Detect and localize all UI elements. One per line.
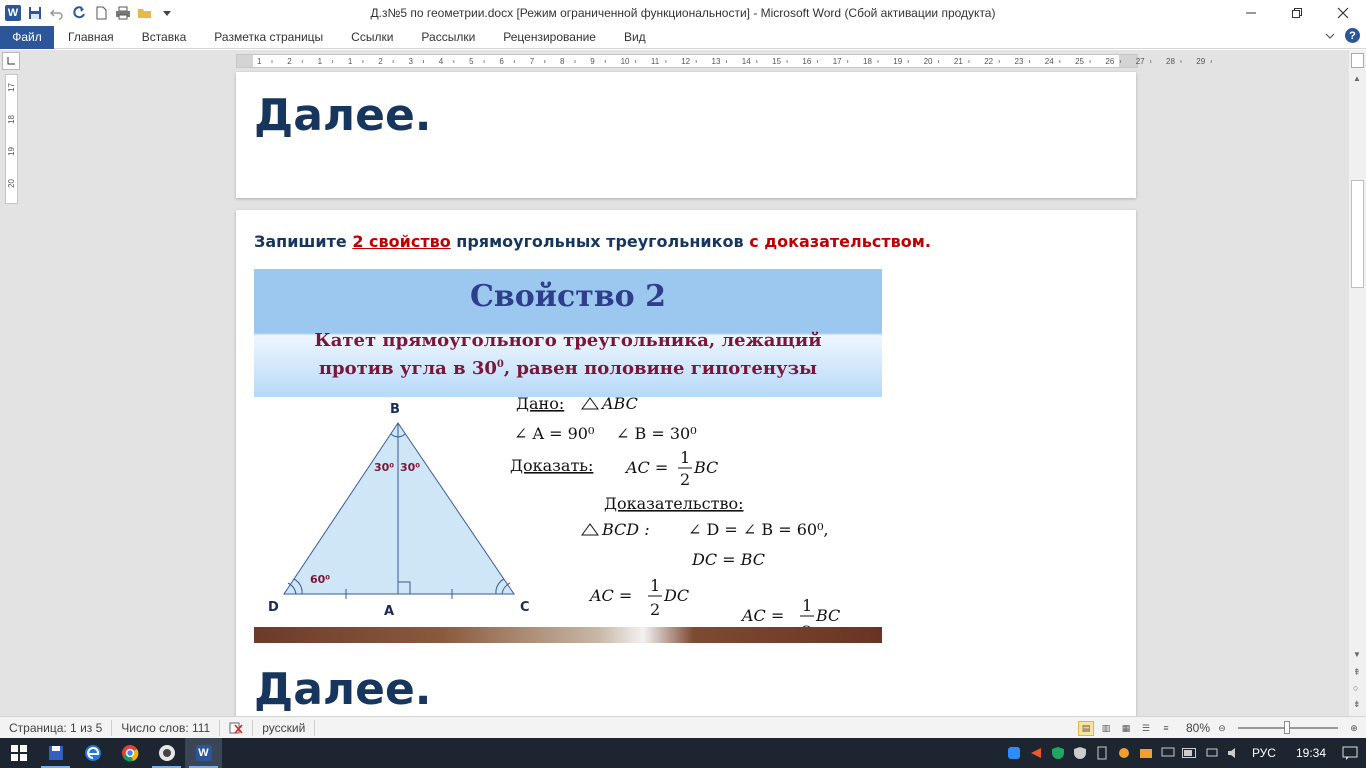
print-layout-icon[interactable]: ▤ (1078, 721, 1094, 736)
ruler-number: 8 (560, 57, 565, 66)
expand-ribbon-icon[interactable] (1325, 29, 1335, 43)
proof-angles: ∠ D = ∠ B = 60⁰, (688, 520, 829, 539)
slide-subtitle: Катет прямоугольного треугольника, лежащий против угла в $30^0$, равен половине гипотенузы (314, 330, 822, 379)
slide-footer-band (254, 627, 882, 643)
previous-page-icon[interactable]: ⇞ (1353, 667, 1361, 677)
prove-rhs: BC (694, 458, 719, 477)
scroll-thumb[interactable] (1351, 180, 1364, 288)
folder-icon[interactable] (1138, 745, 1154, 761)
ruler-number: 9 (590, 57, 595, 66)
heading-dalee: Далее. (254, 90, 432, 141)
tab-insert[interactable]: Вставка (141, 30, 187, 44)
ruler-number: 14 (741, 57, 751, 66)
page[interactable] (236, 72, 1136, 198)
help-icon[interactable]: ? (1345, 28, 1360, 43)
proof-line4-lhs: AC = (742, 606, 785, 625)
zoom-out-icon[interactable]: ⊖ (1218, 722, 1226, 733)
open-folder-icon[interactable] (134, 2, 156, 24)
ruler-number: 6 (499, 57, 504, 66)
proof-line4-rhs: BC (816, 606, 841, 625)
ruler-ticks (257, 55, 1206, 67)
angle-label: 30⁰ (400, 461, 421, 474)
heading-dalee: Далее. (254, 664, 432, 715)
network-drive-icon[interactable] (1094, 745, 1110, 761)
ribbon-tabs (0, 26, 1366, 49)
scroll-down-icon[interactable]: ▼ (1353, 650, 1361, 659)
window-title: Д.з№5 по геометрии.docx [Режим ограниченной функциональности] - Microsoft Word (Сбой активации продукта) (370, 6, 996, 20)
edge-icon[interactable] (74, 738, 111, 768)
ruler-number: 10 (620, 57, 630, 66)
close-button[interactable] (1320, 0, 1366, 26)
ruler-number: 12 (681, 57, 691, 66)
page-count[interactable]: Страница: 1 из 5 (0, 720, 112, 736)
quick-access-toolbar (0, 0, 178, 26)
ruler-number: 2 (287, 57, 292, 66)
ruler-number: 22 (984, 57, 994, 66)
proof-label: Доказательство: (604, 494, 744, 513)
save-icon[interactable] (24, 2, 46, 24)
document-workspace (0, 50, 1366, 716)
chrome-icon[interactable] (111, 738, 148, 768)
tab-review[interactable]: Рецензирование (503, 30, 596, 44)
zoom-app-icon[interactable] (1006, 745, 1022, 761)
slide-title: Свойство 2 (469, 279, 666, 314)
ruler-number: 16 (802, 57, 812, 66)
given-label: Дано: (516, 394, 565, 413)
start-icon[interactable] (0, 738, 37, 768)
proof-line4-numerator: 1 (802, 596, 813, 615)
vertex-label: D (268, 600, 279, 615)
taskbar (0, 738, 1366, 768)
proof-triangle: BCD : (602, 520, 650, 539)
volume-icon[interactable] (1226, 745, 1242, 761)
redo-icon[interactable] (68, 2, 90, 24)
view-ruler-icon[interactable] (1351, 53, 1364, 68)
tab-mailings[interactable]: Рассылки (421, 30, 476, 44)
proof-line2: DC = BC (692, 550, 765, 569)
ruler-number: 28 (1166, 57, 1175, 66)
app-tray-icon[interactable] (1028, 745, 1044, 761)
angle-label: 30⁰ (374, 461, 395, 474)
triangle-symbol-icon (582, 524, 598, 535)
tab-home[interactable]: Главная (68, 30, 114, 44)
angle-label: 60⁰ (310, 573, 331, 586)
system-tray (1006, 738, 1366, 768)
ruler-number: 20 (923, 57, 933, 66)
horizontal-ruler[interactable] (236, 54, 1206, 68)
shield-icon[interactable] (1050, 745, 1066, 761)
word-taskbar-icon[interactable]: W (185, 738, 222, 768)
new-document-icon[interactable] (90, 2, 112, 24)
clock[interactable]: 19:34 (1295, 746, 1326, 760)
ruler-number: 19 (7, 147, 16, 156)
draft-icon[interactable]: ≡ (1163, 723, 1169, 733)
title-bar (0, 0, 1366, 26)
ruler-number: 20 (7, 179, 16, 188)
ruler-number: 23 (1014, 57, 1024, 66)
settings-icon[interactable] (1116, 745, 1132, 761)
ruler-number: 1 (317, 57, 323, 66)
notifications-icon[interactable] (1342, 745, 1358, 761)
tab-references[interactable]: Ссылки (351, 30, 394, 44)
zoom-level[interactable]: 80% (1185, 721, 1210, 735)
vertex-label: A (384, 604, 395, 619)
minimize-button[interactable] (1228, 0, 1274, 26)
slide-image[interactable] (254, 269, 882, 643)
proof-line3-rhs: DC (664, 586, 690, 605)
battery-icon[interactable] (1182, 745, 1198, 761)
print-icon[interactable] (112, 2, 134, 24)
ruler-number: 17 (7, 83, 16, 92)
vertical-scrollbar[interactable] (1349, 50, 1366, 716)
ruler-number: 2 (378, 57, 383, 66)
web-layout-icon[interactable]: ▦ (1121, 722, 1131, 733)
ruler-number: 7 (529, 57, 535, 66)
ruler-number: 26 (1105, 57, 1115, 66)
zoom-in-icon[interactable]: ⊕ (1350, 722, 1358, 733)
page[interactable] (236, 210, 1136, 730)
ruler-number: 1 (347, 57, 353, 66)
ruler-number: 18 (7, 115, 16, 124)
customize-qat-icon[interactable] (156, 2, 178, 24)
outline-icon[interactable]: ☰ (1141, 722, 1150, 733)
prove-denominator: 2 (680, 470, 691, 489)
input-language[interactable]: РУС (1251, 746, 1276, 760)
tab-page-layout[interactable]: Разметка страницы (214, 30, 324, 44)
ruler-number: 1 (257, 57, 262, 66)
triangle-shape (284, 423, 514, 594)
task-text: Запишите 2 свойство прямоугольных треугольников с доказательством. (254, 232, 931, 251)
ruler-number: 13 (711, 57, 721, 66)
ruler-number: 3 (408, 57, 413, 66)
vertical-ruler[interactable] (5, 74, 18, 204)
prove-lhs: AC = (626, 458, 669, 477)
ruler-number: 17 (832, 57, 842, 66)
proof-line3-denominator: 2 (650, 600, 661, 619)
scroll-up-icon[interactable]: ▲ (1353, 74, 1361, 83)
zoom-slider-thumb[interactable] (1284, 721, 1290, 734)
tab-file[interactable]: Файл (0, 26, 54, 49)
vertex-label: C (520, 600, 530, 615)
status-bar (0, 716, 1366, 738)
ruler-number: 25 (1075, 57, 1085, 66)
ruler-number: 21 (953, 57, 963, 66)
word-app-icon[interactable]: W (2, 2, 24, 24)
prove-numerator: 1 (680, 448, 691, 467)
tab-selector-icon[interactable] (2, 52, 20, 70)
security-icon[interactable] (1072, 745, 1088, 761)
ruler-number: 27 (1135, 57, 1145, 66)
network-icon[interactable] (1204, 745, 1220, 761)
next-page-icon[interactable]: ⇟ (1353, 699, 1361, 709)
proof-line3-numerator: 1 (650, 576, 661, 595)
ruler-number: 18 (863, 57, 872, 66)
triangle-diagram (254, 269, 882, 643)
task-highlight: 2 свойство (352, 232, 451, 251)
given-angle-a: ∠ A = 90⁰ (514, 424, 595, 443)
restore-button[interactable] (1274, 0, 1320, 26)
ruler-number: 15 (772, 57, 782, 66)
ruler-number: 29 (1196, 57, 1206, 66)
ruler-number: 24 (1044, 57, 1054, 66)
monitor-icon[interactable] (1160, 745, 1176, 761)
save-app-icon[interactable] (37, 738, 74, 768)
ruler-number: 19 (893, 57, 903, 66)
given-angle-b: ∠ B = 30⁰ (616, 424, 697, 443)
triangle-symbol-icon (582, 398, 598, 409)
ruler-number: 5 (469, 57, 474, 66)
undo-icon[interactable] (46, 2, 68, 24)
prove-label: Доказать: (510, 456, 594, 475)
reading-mode-icon[interactable]: ▥ (1101, 722, 1111, 733)
zoom-slider[interactable] (1238, 727, 1338, 729)
given-triangle: ABC (602, 394, 638, 413)
ruler-number: 4 (438, 57, 444, 66)
language-indicator[interactable]: русский (253, 720, 315, 736)
vertex-label: B (390, 402, 400, 417)
ruler-number: 11 (650, 57, 660, 66)
proofing-icon[interactable] (220, 720, 253, 736)
proof-line3-lhs: AC = (590, 586, 633, 605)
media-app-icon[interactable] (148, 738, 185, 768)
tab-view[interactable]: Вид (623, 30, 646, 44)
word-count[interactable]: Число слов: 111 (112, 720, 220, 736)
browse-object-icon[interactable]: ○ (1353, 683, 1359, 693)
